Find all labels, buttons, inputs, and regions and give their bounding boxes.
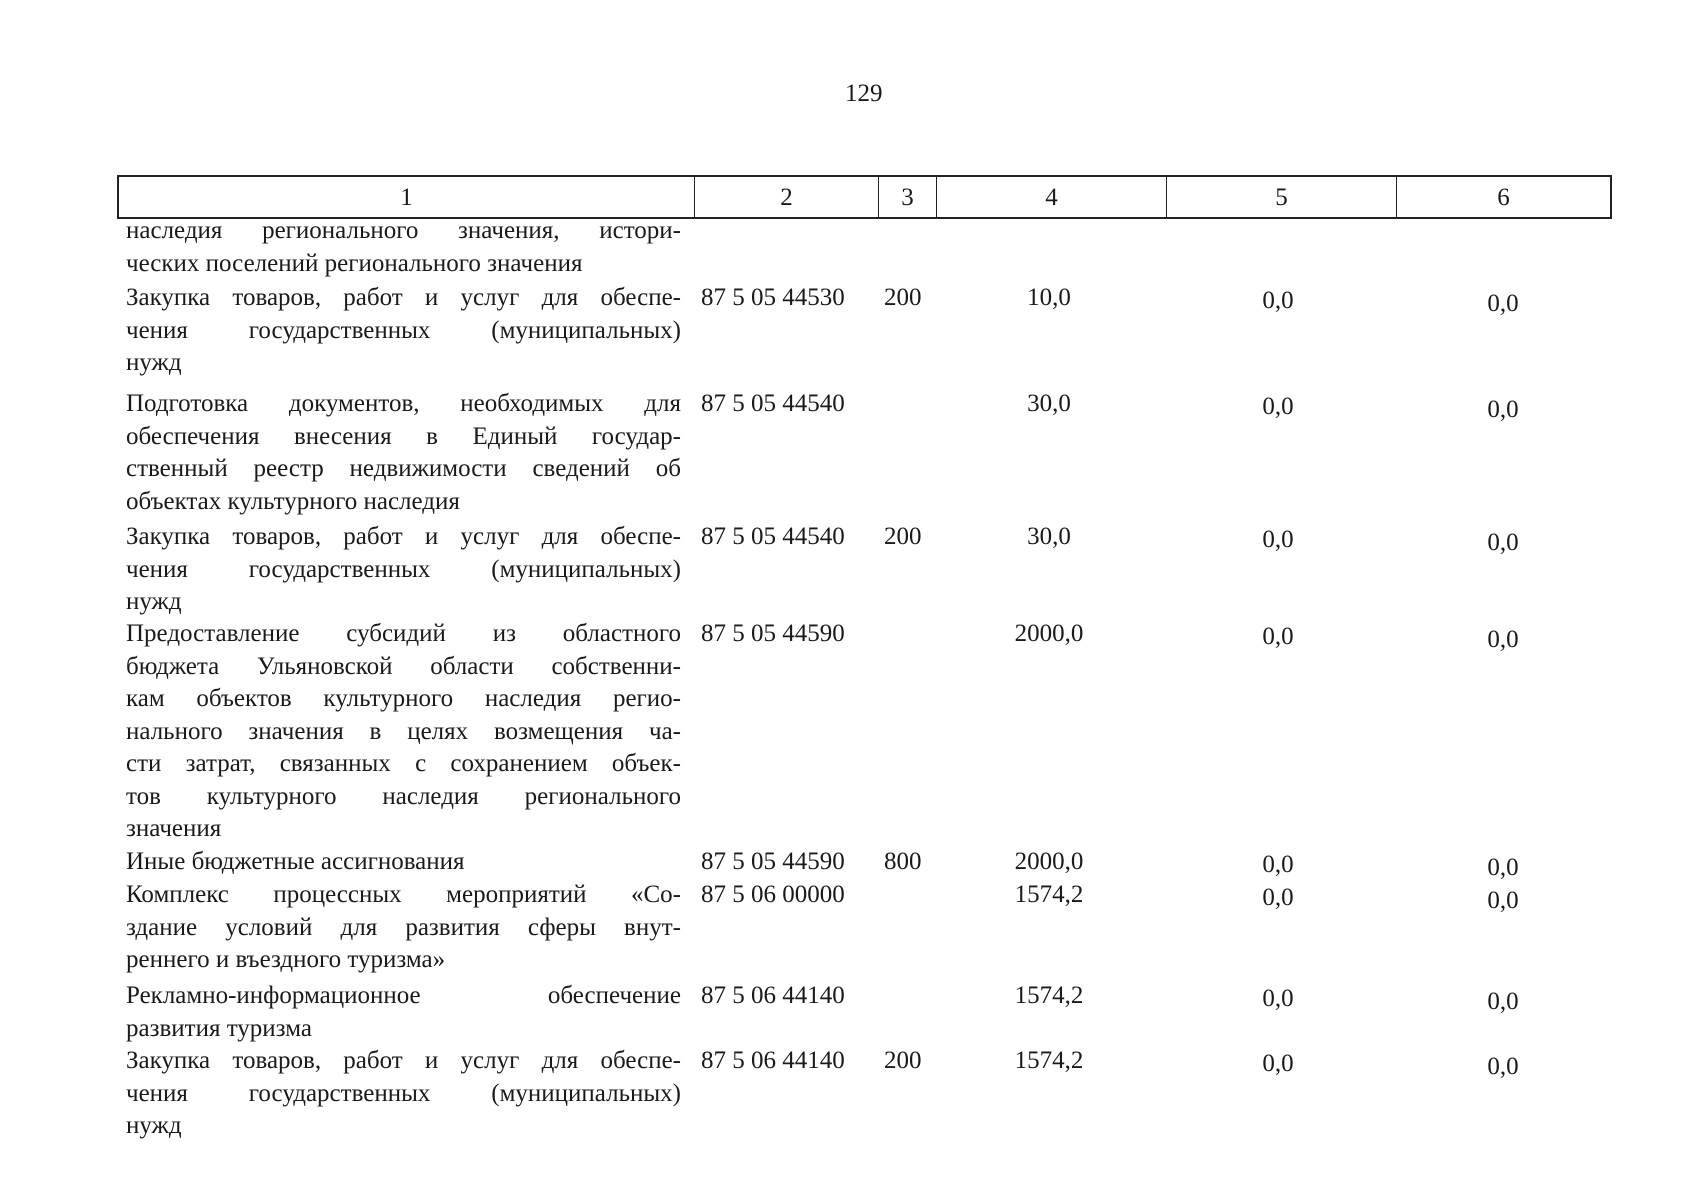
row-value-col5: 0,0	[1262, 884, 1294, 911]
row-description	[126, 282, 681, 380]
row-code: 87 5 05 44590	[701, 848, 845, 875]
row-description	[126, 846, 681, 879]
row-description	[126, 879, 681, 977]
description-line: здание условий для развития сферы внут-	[126, 913, 681, 941]
description-line: Подготовка документов, необходимых для	[126, 390, 681, 417]
description-line: Комплекс процессных мероприятий «Со-	[126, 881, 681, 908]
row-description	[126, 980, 681, 1045]
row-value-col6: 0,0	[1487, 887, 1519, 914]
row-value-col5: 0,0	[1262, 1050, 1294, 1077]
description-line: сти затрат, связанных с сохранением объек-	[126, 750, 681, 777]
row-value-col6: 0,0	[1487, 529, 1519, 556]
description-line: тов культурного наследия регионального	[126, 782, 681, 810]
row-value-col5: 0,0	[1262, 393, 1294, 420]
row-expense-type: 200	[884, 523, 922, 550]
row-value-col5: 0,0	[1262, 851, 1294, 878]
description-line: нужд	[126, 349, 182, 376]
row-description	[126, 388, 681, 518]
description-line: нального значения в целях возмещения ча-	[126, 717, 681, 745]
description-line: объектах культурного наследия	[126, 487, 460, 515]
row-value-col6: 0,0	[1487, 290, 1519, 317]
row-value-col5: 0,0	[1262, 526, 1294, 553]
row-value-col4: 2000,0	[1014, 848, 1084, 875]
description-line: нужд	[126, 1112, 182, 1139]
row-value-col6: 0,0	[1487, 626, 1519, 653]
row-expense-type: 200	[884, 1047, 922, 1074]
row-value-col6: 0,0	[1487, 396, 1519, 423]
description-line: чения государственных (муниципальных)	[126, 555, 681, 583]
description-line: кам объектов культурного наследия регио-	[126, 685, 681, 712]
description-line: ственный реестр недвижимости сведений об	[126, 455, 681, 482]
row-value-col4: 2000,0	[1014, 620, 1084, 647]
description-line: Закупка товаров, работ и услуг для обеспе-	[126, 1047, 681, 1074]
row-value-col4: 30,0	[1027, 523, 1071, 550]
row-value-col4: 10,0	[1027, 284, 1071, 311]
row-description	[126, 1045, 681, 1143]
description-line: обеспечения внесения в Единый государ-	[126, 422, 681, 450]
row-expense-type: 200	[884, 284, 922, 311]
row-expense-type: 800	[884, 848, 922, 875]
description-line: Закупка товаров, работ и услуг для обеспе-	[126, 523, 681, 550]
description-line: наследия регионального значения, истори-	[126, 217, 681, 244]
header-col-2: 2	[695, 177, 879, 217]
description-line: Предоставление субсидий из областного	[126, 620, 681, 647]
row-value-col4: 30,0	[1027, 390, 1071, 417]
row-value-col4: 1574,2	[1014, 881, 1084, 908]
row-value-col4: 1574,2	[1014, 1047, 1084, 1074]
row-code: 87 5 05 44590	[701, 620, 845, 647]
header-col-1: 1	[119, 177, 695, 217]
description-line: бюджета Ульяновской области собственни-	[126, 652, 681, 680]
row-value-col5: 0,0	[1262, 287, 1294, 314]
row-value-col4: 1574,2	[1014, 982, 1084, 1009]
row-code: 87 5 06 00000	[701, 881, 845, 908]
row-value-col5: 0,0	[1262, 985, 1294, 1012]
description-line: значения	[126, 815, 222, 842]
row-code: 87 5 05 44540	[701, 523, 845, 550]
row-code: 87 5 05 44540	[701, 390, 845, 417]
row-description	[126, 618, 681, 846]
description-line: чения государственных (муниципальных)	[126, 1079, 681, 1107]
row-value-col6: 0,0	[1487, 854, 1519, 881]
header-col-3: 3	[879, 177, 937, 217]
description-line: Иные бюджетные ассигнования	[126, 848, 465, 875]
row-code: 87 5 05 44530	[701, 284, 845, 311]
description-line: чения государственных (муниципальных)	[126, 316, 681, 344]
description-line: Рекламно-информационное обеспечение	[126, 982, 681, 1009]
description-line: реннего и въездного туризма»	[126, 946, 446, 973]
row-value-col6: 0,0	[1487, 1053, 1519, 1080]
description-line: нужд	[126, 588, 182, 615]
row-code: 87 5 06 44140	[701, 982, 845, 1009]
header-col-5: 5	[1167, 177, 1397, 217]
table-header	[117, 175, 1612, 219]
row-value-col5: 0,0	[1262, 623, 1294, 650]
page-number: 129	[845, 80, 883, 107]
header-col-4: 4	[937, 177, 1167, 217]
row-value-col6: 0,0	[1487, 988, 1519, 1015]
row-code: 87 5 06 44140	[701, 1047, 845, 1074]
description-line: развития туризма	[126, 1014, 312, 1042]
description-line: ческих поселений регионального значения	[126, 249, 583, 277]
row-description	[126, 215, 681, 280]
description-line: Закупка товаров, работ и услуг для обеспе-	[126, 284, 681, 311]
row-description	[126, 521, 681, 619]
header-col-6: 6	[1497, 184, 1510, 211]
